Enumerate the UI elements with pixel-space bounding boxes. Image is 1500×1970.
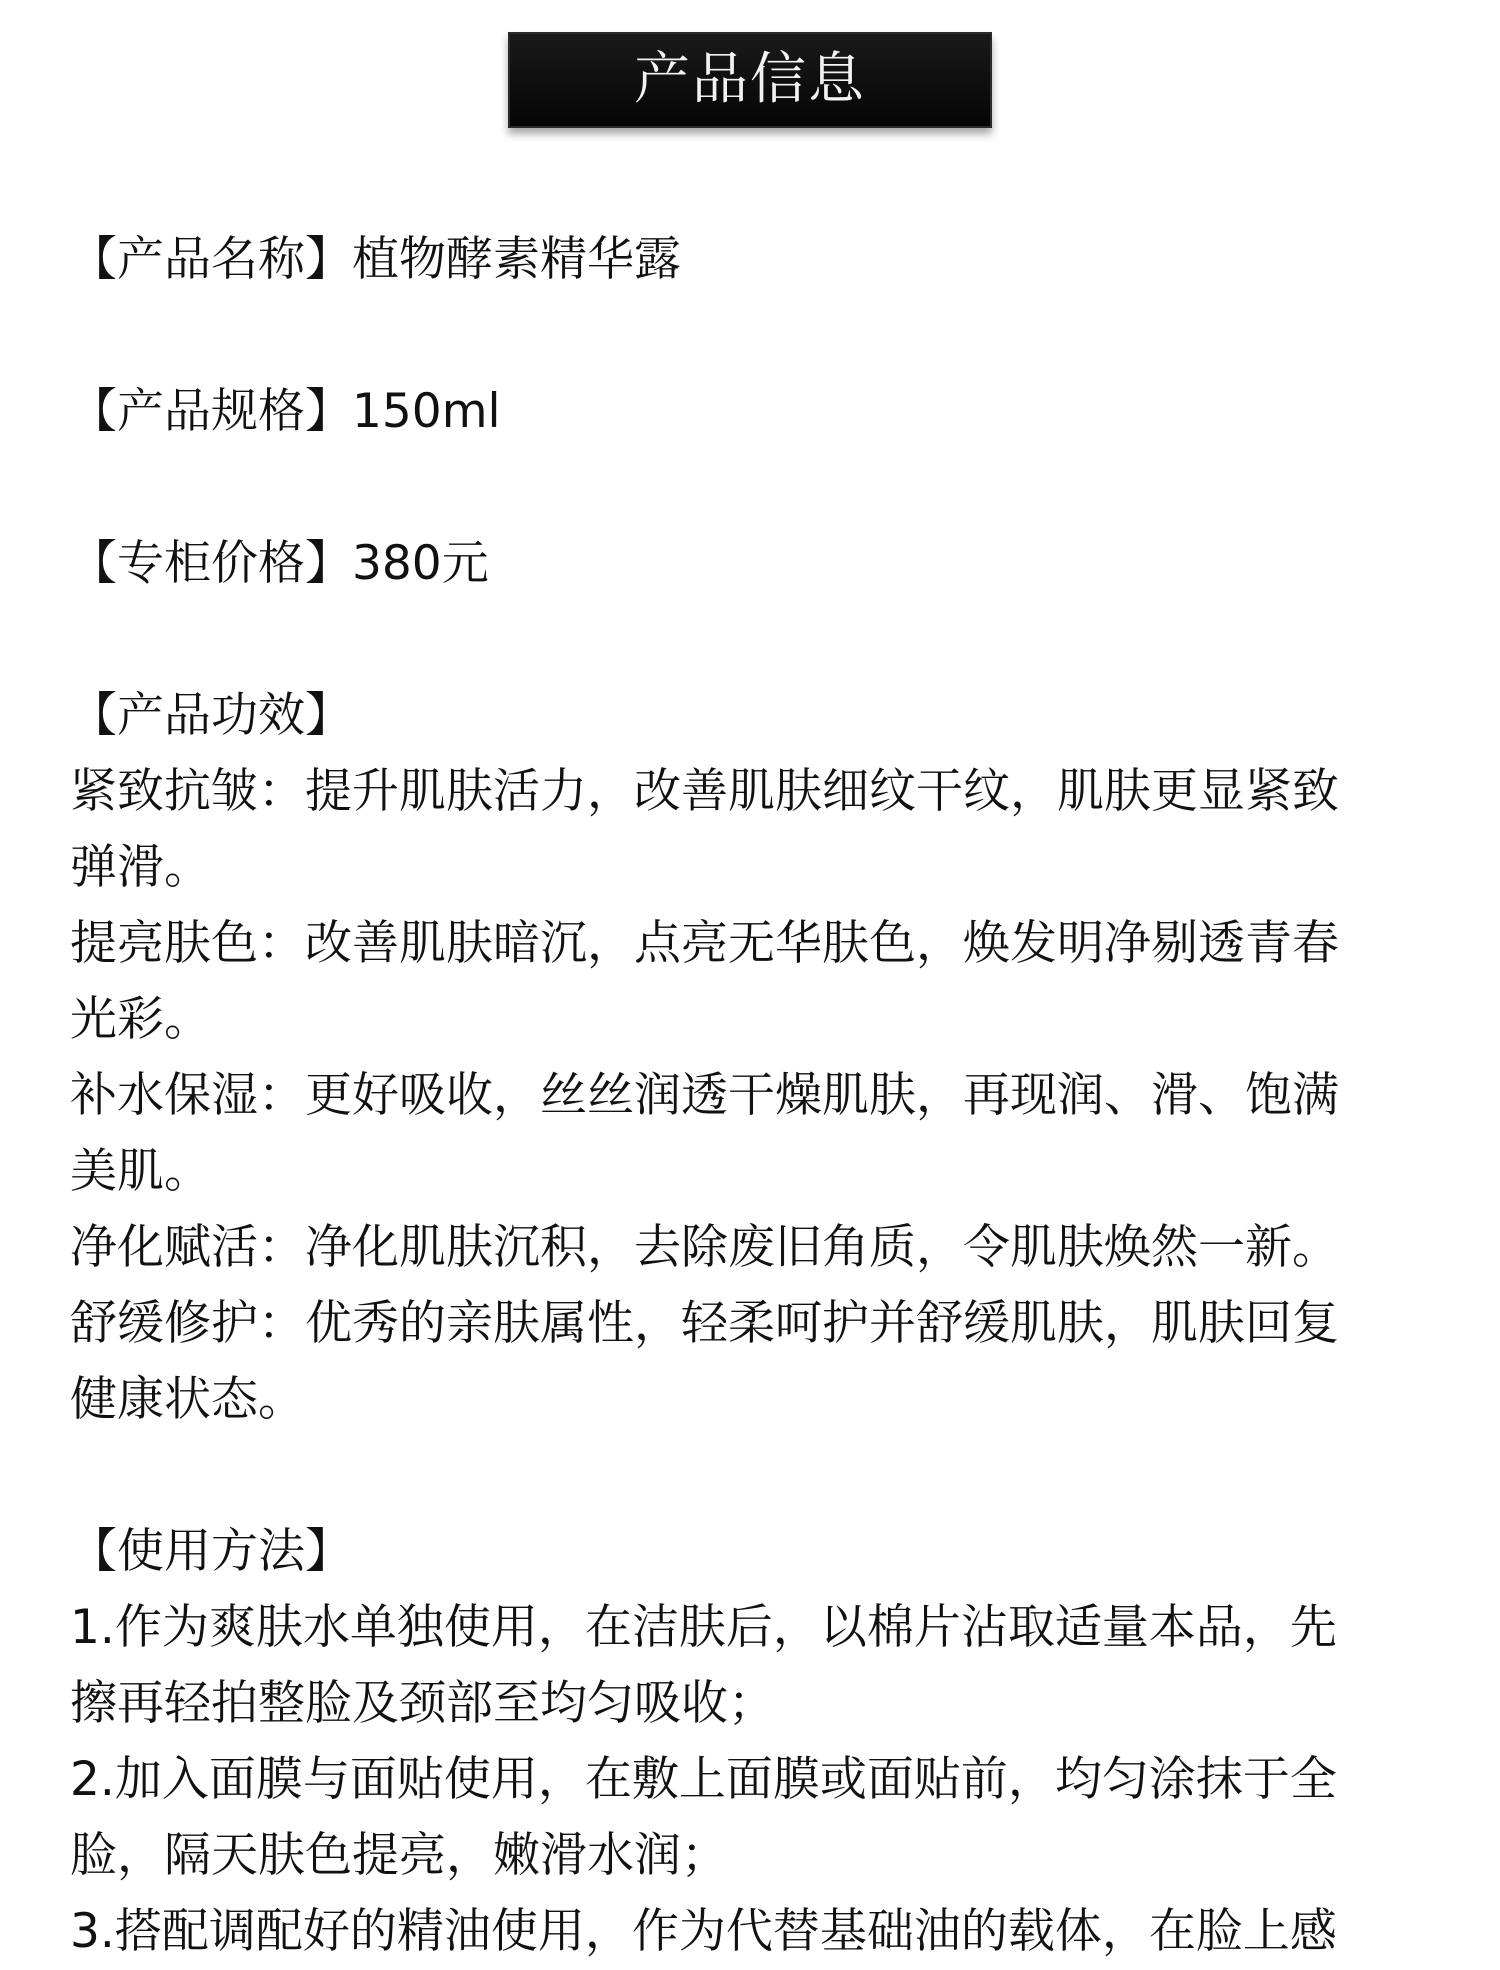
spacer bbox=[70, 298, 1440, 374]
usage-heading: 【使用方法】 bbox=[70, 1524, 352, 1579]
efficacy-line: 健康状态。 bbox=[70, 1372, 305, 1427]
section-header-box bbox=[508, 32, 992, 128]
efficacy-heading: 【产品功效】 bbox=[70, 688, 352, 743]
usage-line: 擦再轻拍整脸及颈部至均匀吸收； bbox=[70, 1676, 775, 1731]
efficacy-line: 美肌。 bbox=[70, 1144, 211, 1199]
section-title: 产品信息 bbox=[634, 47, 866, 112]
spacer bbox=[70, 450, 1440, 526]
efficacy-line: 弹滑。 bbox=[70, 840, 211, 895]
usage-line: 3.搭配调配好的精油使用，作为代替基础油的载体，在脸上感 bbox=[70, 1904, 1337, 1959]
efficacy-line: 净化赋活：净化肌肤沉积，去除废旧角质，令肌肤焕然一新。 bbox=[70, 1220, 1339, 1275]
usage-line: 脸，隔天肤色提亮，嫩滑水润； bbox=[70, 1828, 728, 1883]
spacer bbox=[70, 1438, 1440, 1514]
product-name-line: 【产品名称】植物酵素精华露 bbox=[70, 232, 681, 287]
efficacy-line: 紧致抗皱：提升肌肤活力，改善肌肤细纹干纹，肌肤更显紧致 bbox=[70, 764, 1339, 819]
spacer bbox=[70, 602, 1440, 678]
efficacy-line: 舒缓修护：优秀的亲肤属性，轻柔呵护并舒缓肌肤，肌肤回复 bbox=[70, 1296, 1339, 1351]
usage-line: 2.加入面膜与面贴使用，在敷上面膜或面贴前，均匀涂抹于全 bbox=[70, 1752, 1337, 1807]
efficacy-line: 光彩。 bbox=[70, 992, 211, 1047]
efficacy-line: 提亮肤色：改善肌肤暗沉，点亮无华肤色，焕发明净剔透青春 bbox=[70, 916, 1339, 971]
product-price-line: 【专柜价格】380元 bbox=[70, 536, 489, 591]
product-info-content bbox=[70, 222, 1440, 1970]
usage-line: 1.作为爽肤水单独使用，在洁肤后，以棉片沾取适量本品，先 bbox=[70, 1600, 1337, 1655]
efficacy-line: 补水保湿：更好吸收，丝丝润透干燥肌肤，再现润、滑、饱满 bbox=[70, 1068, 1339, 1123]
product-spec-line: 【产品规格】150ml bbox=[70, 384, 501, 439]
